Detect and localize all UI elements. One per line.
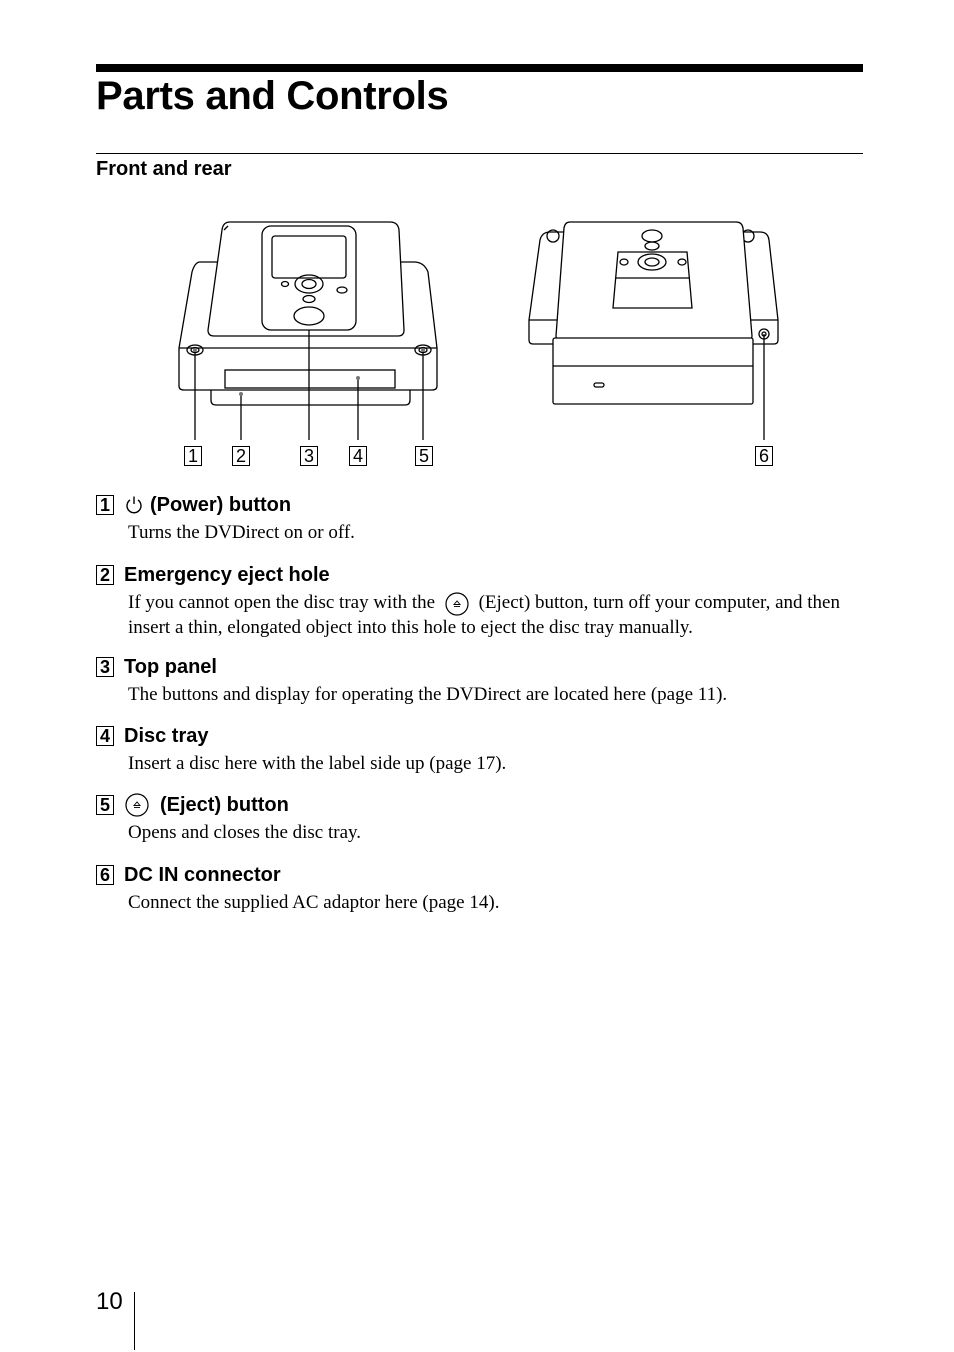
front-view (179, 222, 437, 440)
section-heading: Front and rear (96, 158, 232, 180)
item-number: 6 (96, 865, 114, 885)
item-title: DC IN connector (124, 863, 281, 886)
parts-item-3 (96, 655, 866, 706)
power-icon (124, 495, 144, 515)
item-title: (Eject) button (160, 793, 289, 816)
item-title: Disc tray (124, 724, 209, 747)
item-description: Turns the DVDirect on or off. (128, 522, 355, 543)
parts-item-6 (96, 863, 866, 914)
parts-item-4 (96, 724, 866, 775)
item-number: 4 (96, 726, 114, 746)
callout-5: 5 (415, 446, 433, 466)
parts-item-2 (96, 563, 866, 639)
rear-view (529, 222, 778, 440)
item-title: (Power) button (150, 493, 292, 516)
eject-icon (444, 592, 470, 616)
description-part-after: (Eject) button, turn off your computer, and then insert a thin, elongated object into this hole to eject the disc tray manually. (128, 592, 840, 638)
item-title: Emergency eject hole (124, 563, 330, 586)
item-number: 2 (96, 565, 114, 585)
item-description: Insert a disc here with the label side up (page 17). (128, 753, 507, 774)
page-number-divider (134, 1292, 135, 1350)
item-title: Top panel (124, 655, 217, 678)
item-description: Opens and closes the disc tray. (128, 822, 362, 843)
item-description: Connect the supplied AC adaptor here (page 14). (128, 892, 500, 913)
callout-4: 4 (349, 446, 367, 466)
item-number: 3 (96, 657, 114, 677)
eject-icon (124, 793, 150, 817)
description-part-before: If you cannot open the disc tray with the (128, 592, 436, 613)
page-number: 10 (96, 1288, 123, 1315)
callout-2: 2 (232, 446, 250, 466)
device-illustration (0, 0, 954, 480)
item-description: The buttons and display for operating the DVDirect are located here (page 11). (128, 684, 728, 705)
item-description (128, 591, 866, 639)
item-number: 1 (96, 495, 114, 515)
item-number: 5 (96, 795, 114, 815)
callout-6: 6 (755, 446, 773, 466)
parts-item-1 (96, 493, 866, 544)
callout-3: 3 (300, 446, 318, 466)
page-title: Parts and Controls (96, 74, 449, 118)
parts-item-5 (96, 793, 866, 844)
callout-1: 1 (184, 446, 202, 466)
